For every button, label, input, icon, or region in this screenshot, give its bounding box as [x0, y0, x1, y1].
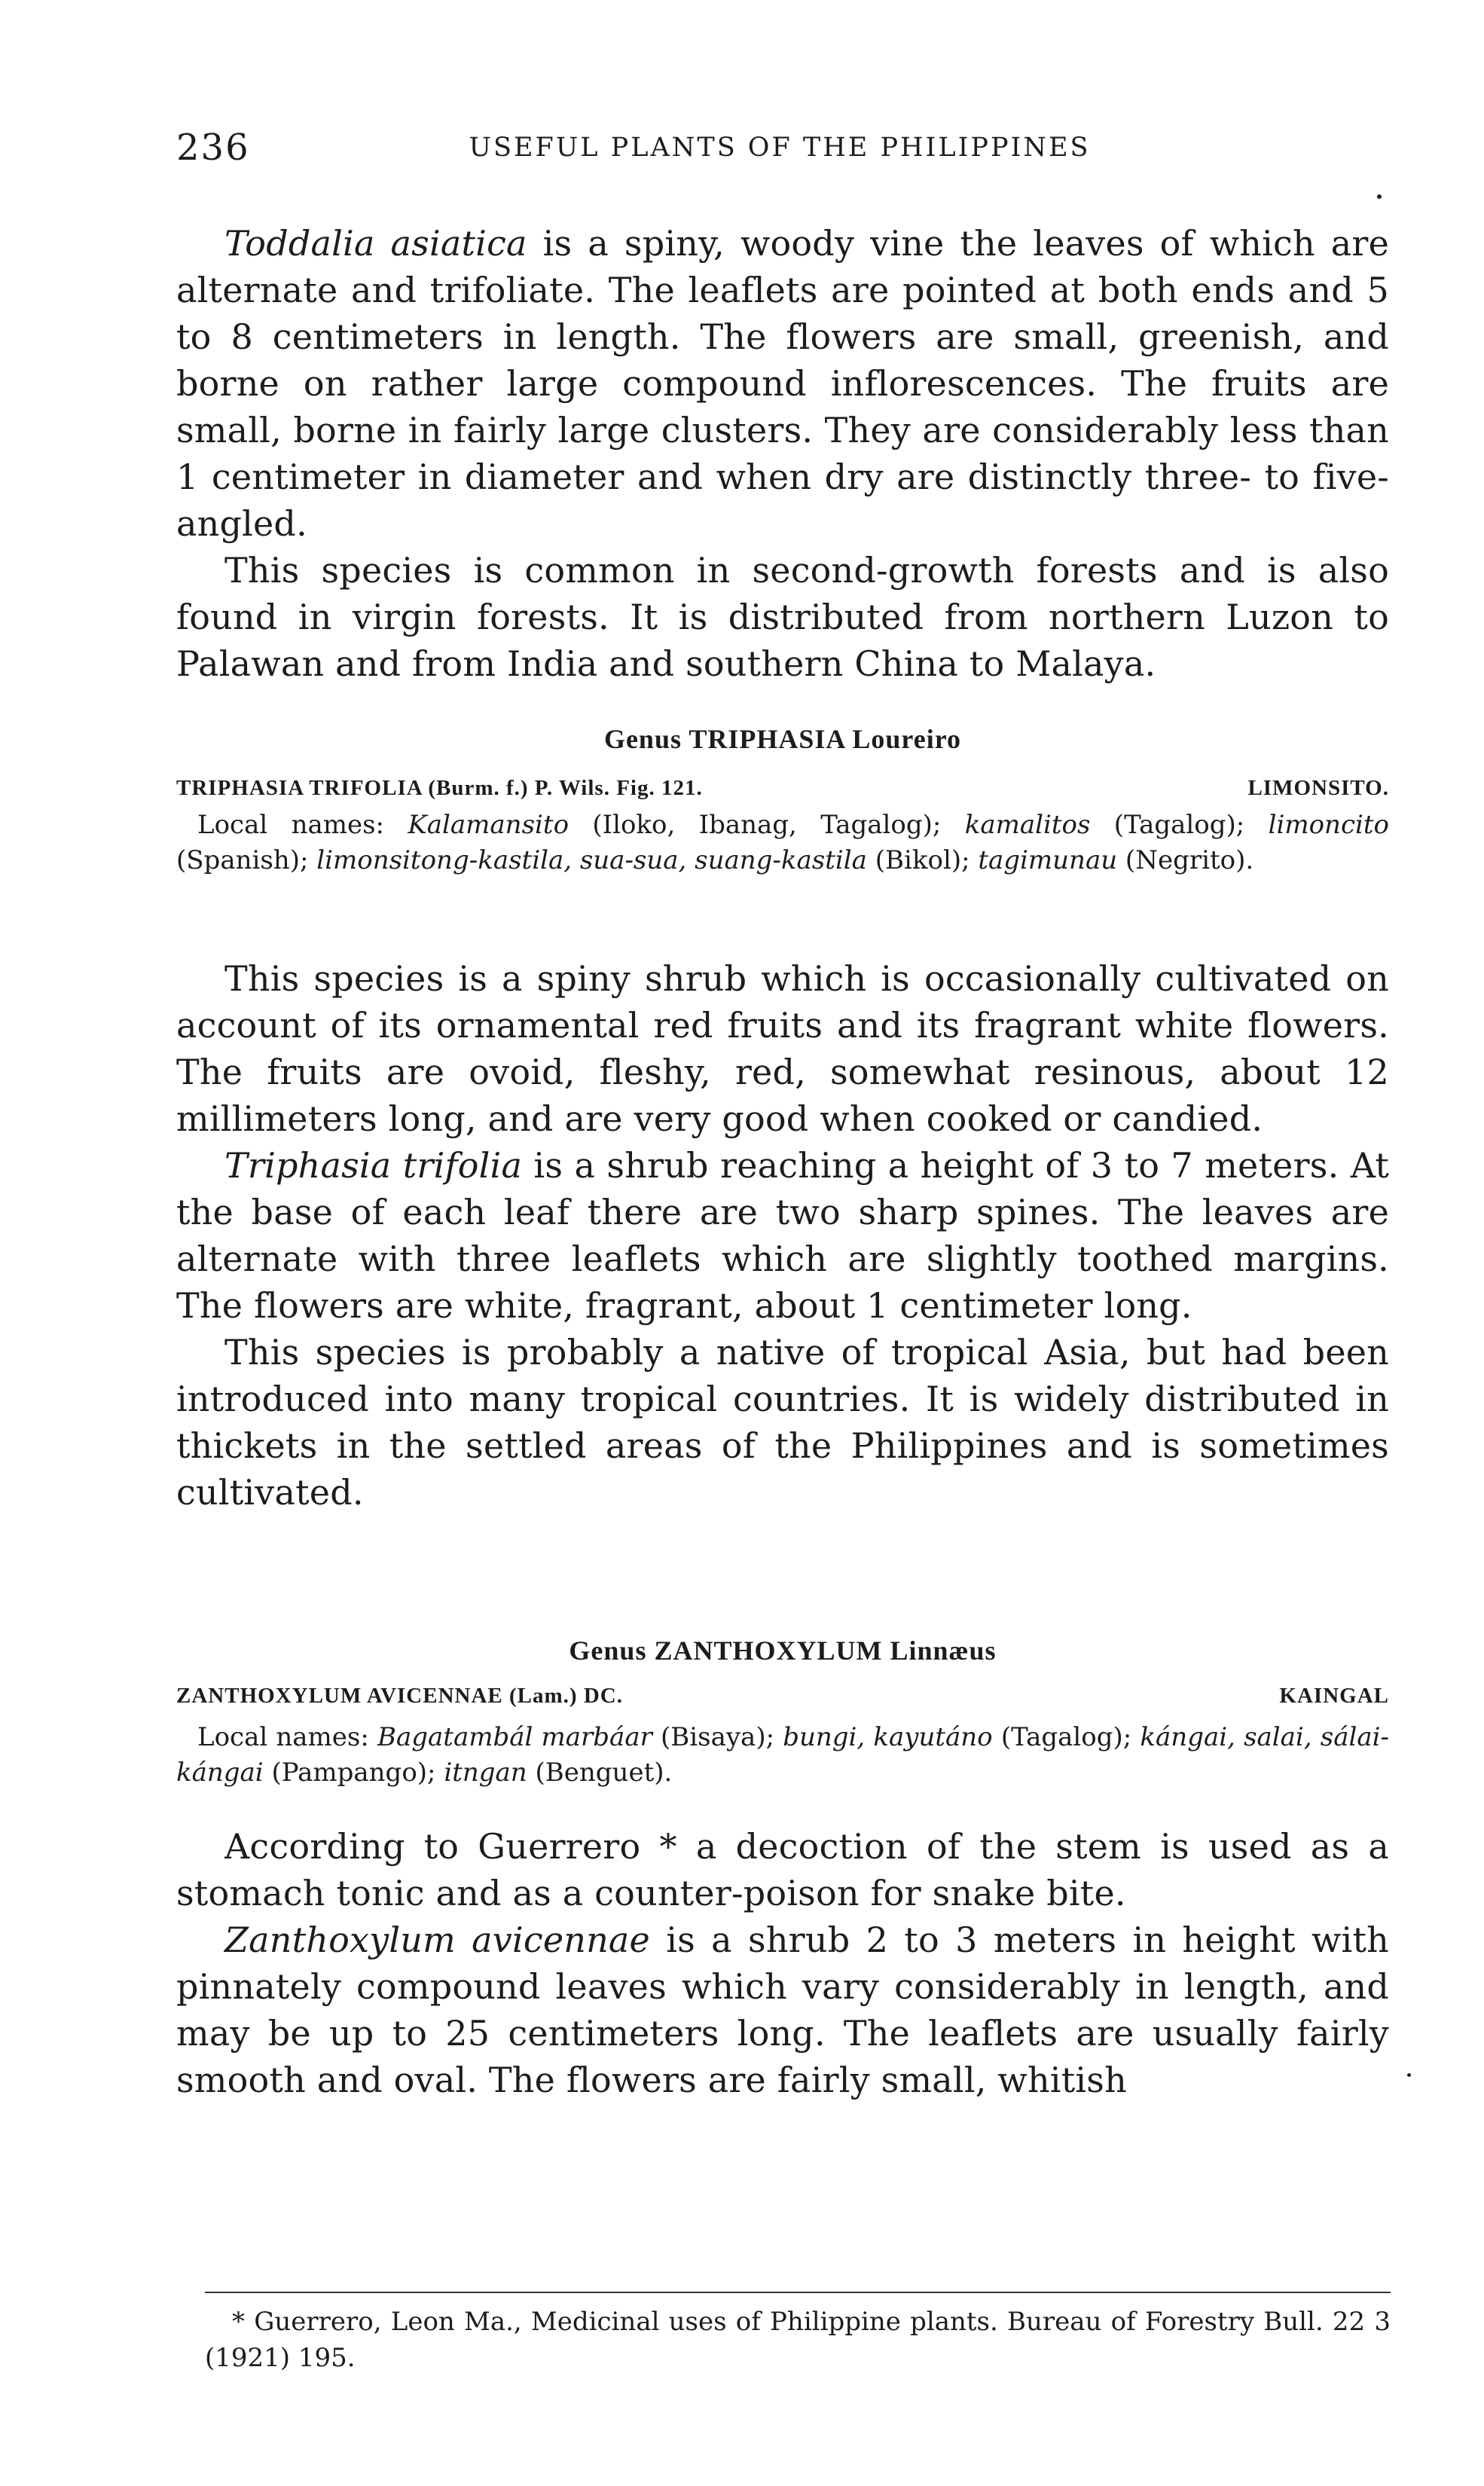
page-number: 236 — [176, 127, 250, 169]
paragraph: Triphasia trifolia is a shrub reaching a height of 3 to 7 meters. At the base of each leaf there are two sharp spines. The leaves are alternate with three leaflets which are slightly toothed margins. The flowers are white, fragrant, about 1 centimeter long. — [176, 1145, 1390, 1326]
print-speck — [1377, 194, 1382, 199]
running-title: USEFUL PLANTS OF THE PHILIPPINES — [469, 133, 1091, 163]
footnote: * Guerrero, Leon Ma., Medicinal uses of Philippine plants. Bureau of Forestry Bull. 22 3 (1921) 195. — [205, 2307, 1391, 2373]
paragraph: This species is probably a native of tropical Asia, but had been introduced into many tropical countries. It is widely distributed in thickets in the settled areas of the Philippines and is sometimes cultivated. — [176, 1332, 1389, 1513]
common-name: KAINGAL — [1279, 1684, 1389, 1708]
species-name: TRIPHASIA TRIFOLIA (Burm. f.) P. Wils. Fig. 121. — [176, 776, 703, 800]
zanthoxylum-section — [176, 1823, 1389, 2103]
species-line-zanthoxylum — [176, 1684, 1389, 1714]
paragraph: Toddalia asiatica is a spiny, woody vine the leaves of which are alternate and trifoliate. The leaflets are pointed at both ends and 5 to 8 centimeters in length. The flowers are small, greenish, and borne on rather large compound inflorescences. The fruits are small, borne in fairly large clusters. They are considerably less than 1 centimeter in diameter and when dry are distinctly three- to five-angled. — [176, 223, 1390, 544]
paragraph: Zanthoxylum avicennae is a shrub 2 to 3 meters in height with pinnately compound leaves which vary considerably in length, and may be up to 25 centimeters long. The leaflets are usually fairly smooth and oval. The flowers are fairly small, whitish — [176, 1919, 1389, 2100]
species-italic: Zanthoxylum avicennae — [224, 1919, 650, 1960]
paragraph: This species is a spiny shrub which is occasionally cultivated on account of its ornamental red fruits and its fragrant white flowers. The fruits are ovoid, fleshy, red, somewhat resinous, about 12 millimeters long, and are very good when cooked or candied. — [176, 958, 1389, 1139]
paragraph: According to Guerrero * a decoction of the stem is used as a stomach tonic and as a counter-poison for snake bite. — [176, 1826, 1389, 1913]
triphasia-section — [176, 955, 1389, 1516]
species-italic: Triphasia trifolia — [224, 1145, 523, 1186]
genus-heading-triphasia: Genus TRIPHASIA Loureiro — [603, 724, 962, 754]
print-speck — [1407, 2073, 1411, 2077]
paragraph: This species is common in second-growth forests and is also found in virgin forests. It is distributed from northern Luzon to Palawan and from India and southern China to Malaya. — [176, 550, 1389, 684]
species-name: ZANTHOXYLUM AVICENNAE (Lam.) DC. — [176, 1684, 623, 1708]
local-names-triphasia: Local names: Kalamansito (Iloko, Ibanag, Tagalog); kamalitos (Tagalog); limoncito (Spanish); limonsitong-kastila, sua-sua, suang-kastila (Bikol); tagimunau (Negrito). — [176, 810, 1389, 875]
toddalia-section — [176, 220, 1389, 687]
footnote-rule — [205, 2292, 1391, 2293]
species-line-triphasia — [176, 776, 1389, 806]
local-names-zanthoxylum: Local names: Bagatambál marbáar (Bisaya); bungi, kayutáno (Tagalog); kángai, salai, sálai-kángai (Pampango); itngan (Benguet). — [176, 1722, 1389, 1788]
running-head — [176, 127, 1383, 172]
species-italic: Toddalia asiatica — [224, 223, 527, 264]
common-name: LIMONSITO. — [1247, 776, 1389, 800]
genus-heading-zanthoxylum: Genus ZANTHOXYLUM Linnæus — [569, 1635, 997, 1666]
